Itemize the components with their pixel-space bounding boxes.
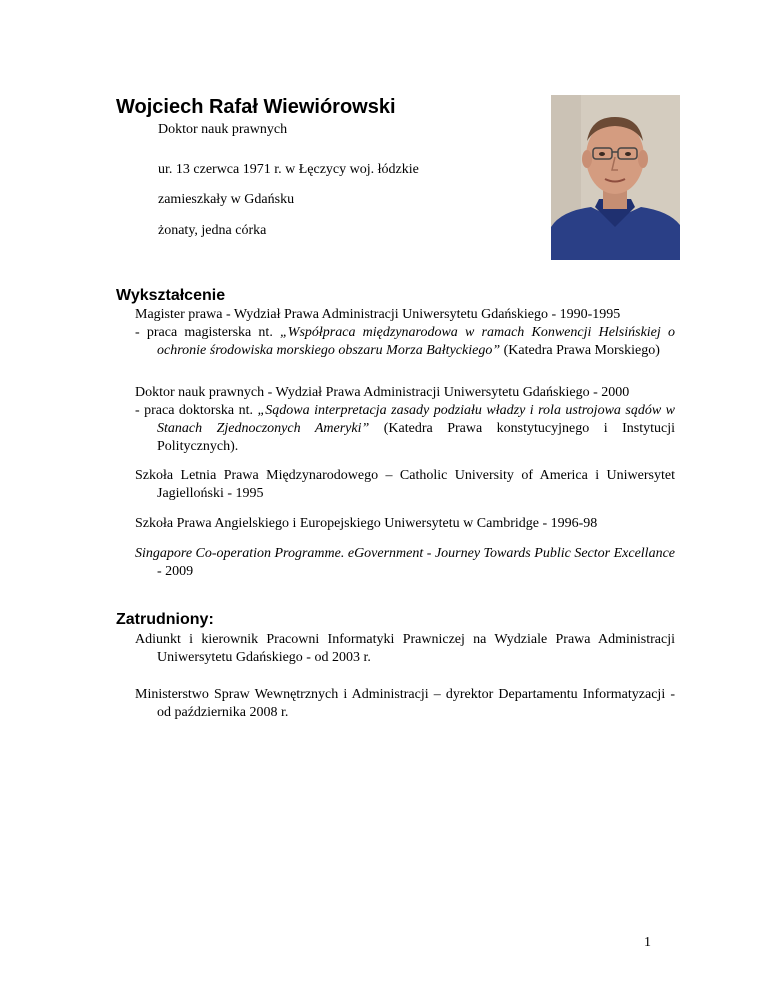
cambridge-entry: Szkoła Prawa Angielskiego i Europejskiego Uniwersytetu w Cambridge - 1996-98 — [135, 516, 598, 531]
masters-thesis-suffix: (Katedra Prawa Morskiego) — [500, 343, 660, 358]
doctorate-degree-line: Doktor nauk prawnych - Wydział Prawa Administracji Uniwersytetu Gdańskiego - 2000 — [135, 385, 630, 400]
masters-entry — [135, 306, 675, 360]
summer-school-entry: Szkoła Letnia Prawa Międzynarodowego – Catholic University of America i Uniwersytet Jagielloński - 1995 — [135, 468, 675, 501]
singapore-programme-title: Singapore Co-operation Programme. eGovernment - Journey Towards Public Sector Excellance — [135, 546, 675, 561]
masters-thesis-title: „Współpraca międzynarodowa w ramach Konwencji Helsińskiej o ochronie środowiska morskiego obszaru Morza Bałtyckiego” — [157, 325, 675, 358]
singapore-entry — [135, 545, 675, 581]
masters-degree-line: Magister prawa - Wydział Prawa Administracji Uniwersytetu Gdańskiego - 1990-1995 — [135, 307, 621, 322]
employment-heading: Zatrudniony: — [116, 611, 214, 628]
singapore-year: - 2009 — [157, 564, 194, 579]
masters-thesis — [135, 324, 675, 360]
doctorate-thesis — [135, 402, 675, 456]
portrait-photo — [551, 95, 680, 260]
doctorate-thesis-prefix: - praca doktorska nt. — [135, 403, 258, 418]
degree-line: Doktor nauk prawnych — [158, 122, 288, 137]
family-line: żonaty, jedna córka — [158, 223, 267, 238]
employment-item: Adiunkt i kierownik Pracowni Informatyki Prawniczej na Wydziale Prawa Administracji Uniwersytetu Gdańskiego - od 2003 r. — [135, 632, 675, 665]
doctorate-thesis-suffix: (Katedra Prawa konstytucyjnego i Instytucji Politycznych). — [157, 421, 675, 454]
education-heading: Wykształcenie — [116, 287, 226, 304]
masters-thesis-prefix: - praca magisterska nt. — [135, 325, 281, 340]
birth-line: ur. 13 czerwca 1971 r. w Łęczycy woj. łódzkie — [158, 162, 419, 177]
employment-item: Ministerstwo Spraw Wewnętrznych i Administracji – dyrektor Departamentu Informatyzacji - od października 2008 r. — [135, 687, 675, 720]
person-name: Wojciech Rafał Wiewiórowski — [116, 96, 396, 118]
doctorate-thesis-title: „Sądowa interpretacja zasady podziału władzy i rola ustrojowa sądów w Stanach Zjednoczonych Ameryki” — [157, 403, 675, 436]
residence-line: zamieszkały w Gdańsku — [158, 192, 295, 207]
doctorate-entry — [135, 384, 675, 456]
page-number: 1 — [644, 935, 651, 950]
